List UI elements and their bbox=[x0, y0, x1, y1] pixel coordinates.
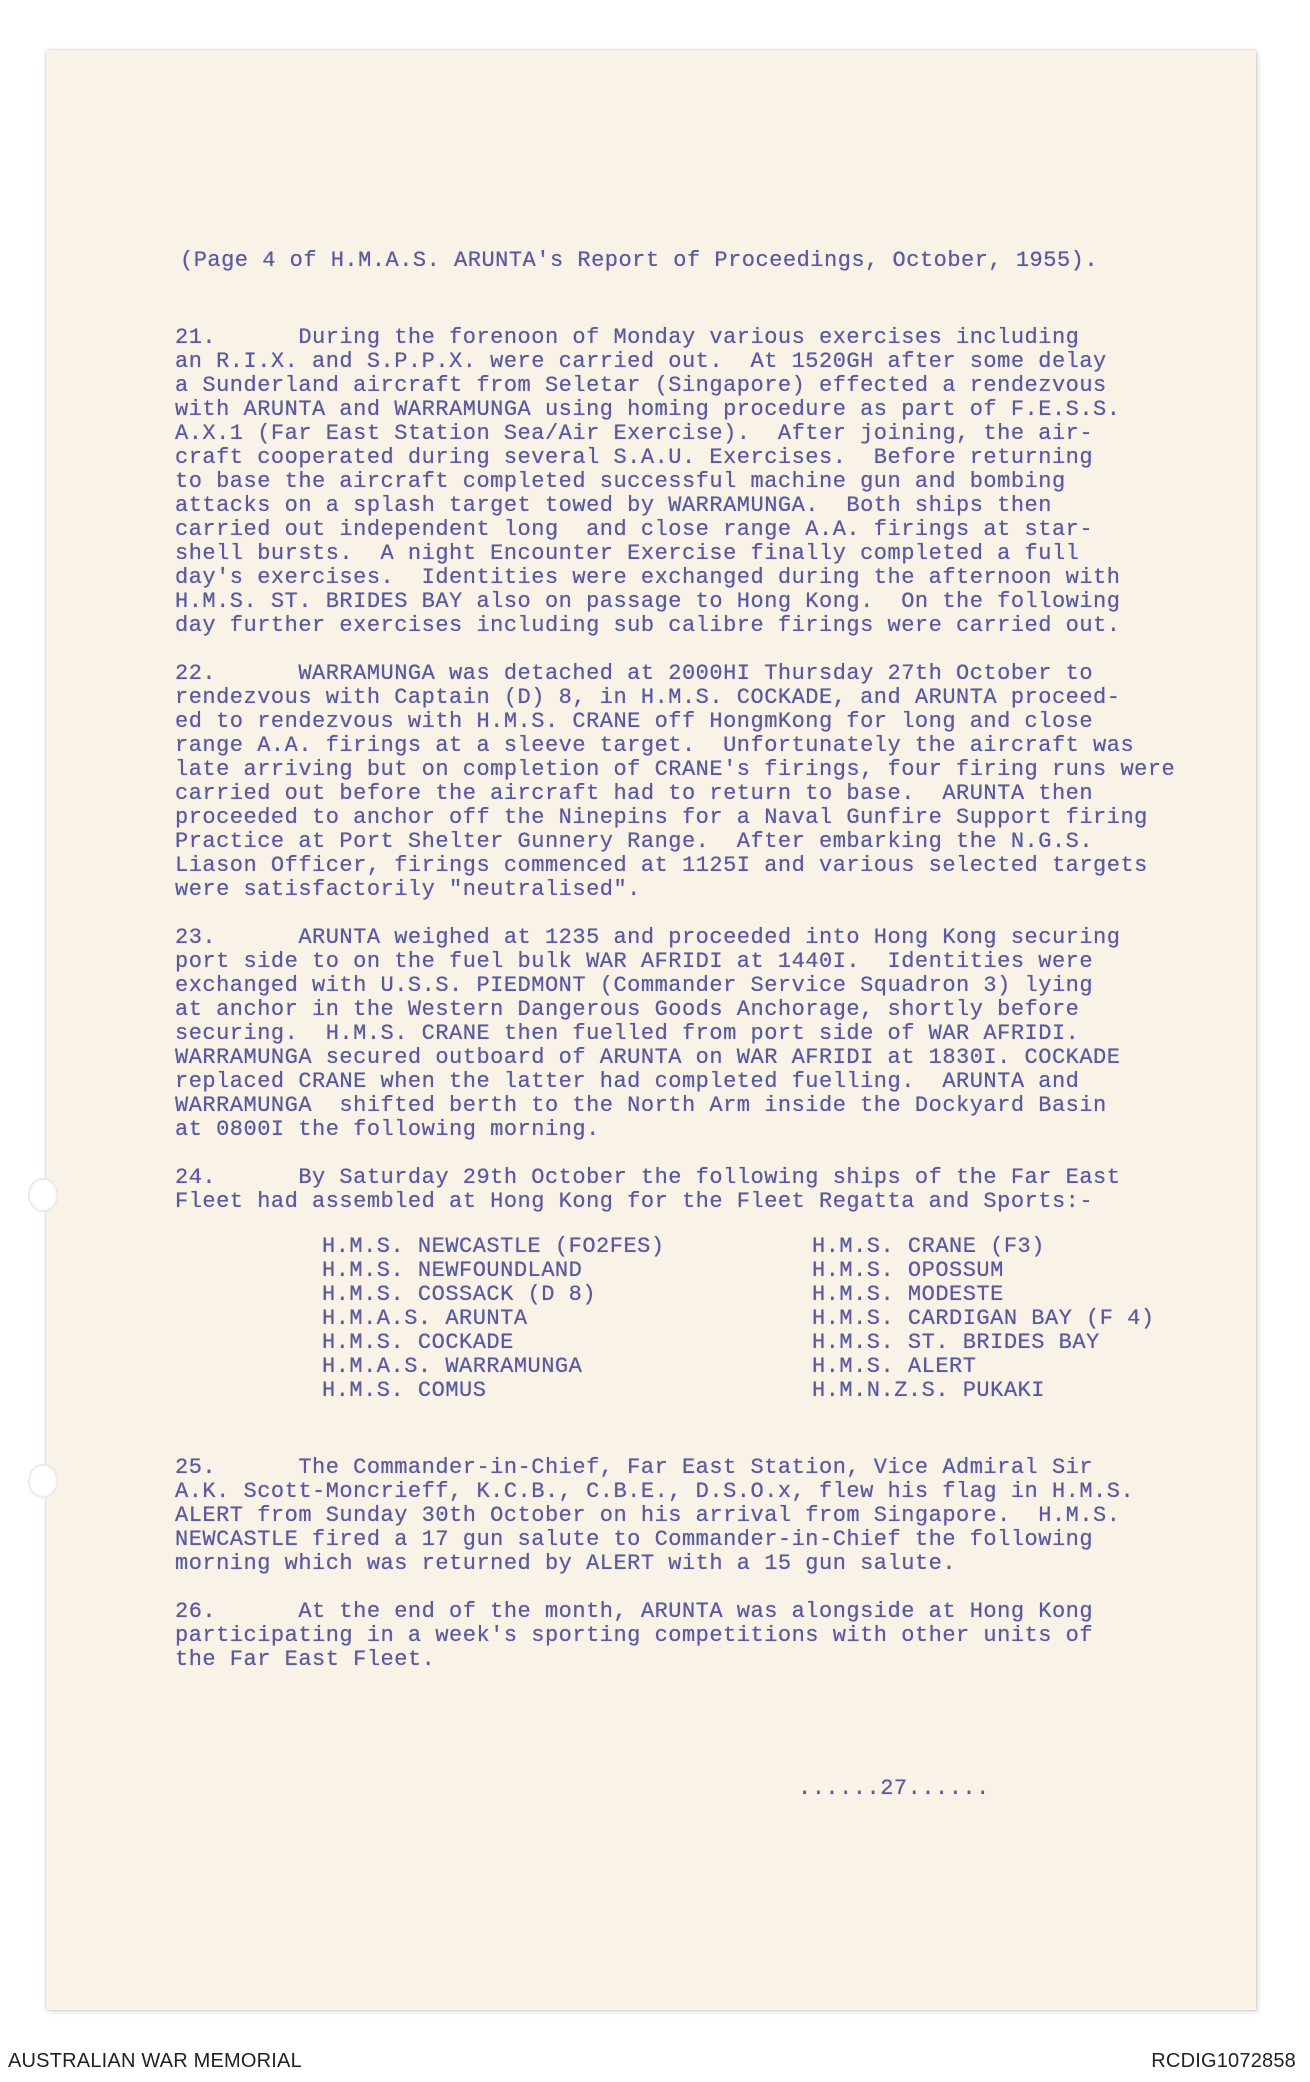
text-line: Liason Officer, firings commenced at 1125I and various selected targets bbox=[175, 853, 1148, 878]
ship-name: H.M.S. CARDIGAN BAY (F 4) bbox=[812, 1306, 1155, 1331]
archive-reference-id: RCDIG1072858 bbox=[1151, 2050, 1296, 2072]
text-line: A.X.1 (Far East Station Sea/Air Exercise). After joining, the air- bbox=[175, 421, 1094, 446]
archive-credit: AUSTRALIAN WAR MEMORIAL bbox=[8, 2050, 302, 2072]
text-line: Practice at Port Shelter Gunnery Range. After embarking the N.G.S. bbox=[175, 829, 1094, 854]
ship-name: H.M.S. COSSACK (D 8) bbox=[322, 1282, 597, 1307]
paragraph-26 bbox=[175, 1600, 1235, 1672]
paragraph-23 bbox=[175, 926, 1235, 1142]
text-line: WARRAMUNGA shifted berth to the North Arm inside the Dockyard Basin bbox=[175, 1093, 1107, 1118]
text-line: shell bursts. A night Encounter Exercise finally completed a full bbox=[175, 541, 1080, 566]
text-line: NEWCASTLE fired a 17 gun salute to Commander-in-Chief the following bbox=[175, 1527, 1094, 1552]
text-line: rendezvous with Captain (D) 8, in H.M.S. COCKADE, and ARUNTA proceed- bbox=[175, 685, 1121, 710]
text-line: attacks on a splash target towed by WARRAMUNGA. Both ships then bbox=[175, 493, 1052, 518]
text-line: range A.A. firings at a sleeve target. Unfortunately the aircraft was bbox=[175, 733, 1135, 758]
text-line: replaced CRANE when the latter had completed fuelling. ARUNTA and bbox=[175, 1069, 1080, 1094]
text-line: with ARUNTA and WARRAMUNGA using homing procedure as part of F.E.S.S. bbox=[175, 397, 1121, 422]
text-line: ed to rendezvous with H.M.S. CRANE off HongmKong for long and close bbox=[175, 709, 1094, 734]
page-continuation-marker: ......27...... bbox=[798, 1776, 990, 1801]
text-line: A.K. Scott-Moncrieff, K.C.B., C.B.E., D.S.O.x, flew his flag in H.M.S. bbox=[175, 1479, 1135, 1504]
ship-name: H.M.S. ST. BRIDES BAY bbox=[812, 1330, 1100, 1355]
paragraph-21 bbox=[175, 326, 1235, 638]
ship-name: H.M.S. NEWCASTLE (FO2FES) bbox=[322, 1234, 665, 1259]
ship-name: H.M.S. COCKADE bbox=[322, 1330, 514, 1355]
text-line: the Far East Fleet. bbox=[175, 1647, 436, 1672]
ship-name: H.M.S. MODESTE bbox=[812, 1282, 1004, 1307]
ship-name: H.M.N.Z.S. PUKAKI bbox=[812, 1378, 1045, 1403]
text-line: craft cooperated during several S.A.U. Exercises. Before returning bbox=[175, 445, 1094, 470]
text-line: 25. The Commander-in-Chief, Far East Station, Vice Admiral Sir bbox=[175, 1455, 1094, 1480]
text-line: a Sunderland aircraft from Seletar (Singapore) effected a rendezvous bbox=[175, 373, 1107, 398]
text-line: proceeded to anchor off the Ninepins for a Naval Gunfire Support firing bbox=[175, 805, 1148, 830]
text-line: at 0800I the following morning. bbox=[175, 1117, 600, 1142]
text-line: securing. H.M.S. CRANE then fuelled from port side of WAR AFRIDI. bbox=[175, 1021, 1080, 1046]
text-line: 26. At the end of the month, ARUNTA was alongside at Hong Kong bbox=[175, 1599, 1094, 1624]
punch-hole bbox=[28, 1464, 58, 1498]
text-line: carried out before the aircraft had to return to base. ARUNTA then bbox=[175, 781, 1094, 806]
ship-name: H.M.S. COMUS bbox=[322, 1378, 487, 1403]
punch-hole bbox=[28, 1178, 58, 1212]
page-header: (Page 4 of H.M.A.S. ARUNTA's Report of Proceedings, October, 1955). bbox=[180, 248, 1099, 273]
text-line: Fleet had assembled at Hong Kong for the Fleet Regatta and Sports:- bbox=[175, 1189, 1094, 1214]
ship-list-left bbox=[322, 1235, 665, 1403]
ship-name: H.M.A.S. WARRAMUNGA bbox=[322, 1354, 583, 1379]
ship-name: H.M.S. OPOSSUM bbox=[812, 1258, 1004, 1283]
ship-name: H.M.S. CRANE (F3) bbox=[812, 1234, 1045, 1259]
text-line: an R.I.X. and S.P.P.X. were carried out. At 1520GH after some delay bbox=[175, 349, 1107, 374]
text-line: 24. By Saturday 29th October the following ships of the Far East bbox=[175, 1165, 1121, 1190]
ship-name: H.M.S. ALERT bbox=[812, 1354, 977, 1379]
paragraph-24 bbox=[175, 1166, 1235, 1214]
text-line: exchanged with U.S.S. PIEDMONT (Commander Service Squadron 3) lying bbox=[175, 973, 1094, 998]
text-line: day further exercises including sub calibre firings were carried out. bbox=[175, 613, 1121, 638]
text-line: day's exercises. Identities were exchanged during the afternoon with bbox=[175, 565, 1121, 590]
ship-name: H.M.A.S. ARUNTA bbox=[322, 1306, 528, 1331]
text-line: ALERT from Sunday 30th October on his arrival from Singapore. H.M.S. bbox=[175, 1503, 1121, 1528]
text-line: to base the aircraft completed successful machine gun and bombing bbox=[175, 469, 1066, 494]
text-line: were satisfactorily "neutralised". bbox=[175, 877, 641, 902]
ship-name: H.M.S. NEWFOUNDLAND bbox=[322, 1258, 583, 1283]
paragraph-22 bbox=[175, 662, 1235, 902]
ship-list-right bbox=[812, 1235, 1155, 1403]
text-line: WARRAMUNGA secured outboard of ARUNTA on WAR AFRIDI at 1830I. COCKADE bbox=[175, 1045, 1121, 1070]
text-line: participating in a week's sporting competitions with other units of bbox=[175, 1623, 1094, 1648]
text-line: late arriving but on completion of CRANE's firings, four firing runs were bbox=[175, 757, 1176, 782]
paragraph-25 bbox=[175, 1456, 1235, 1576]
text-line: morning which was returned by ALERT with a 15 gun salute. bbox=[175, 1551, 957, 1576]
text-line: carried out independent long and close range A.A. firings at star- bbox=[175, 517, 1094, 542]
text-line: 21. During the forenoon of Monday various exercises including bbox=[175, 325, 1080, 350]
text-line: H.M.S. ST. BRIDES BAY also on passage to Hong Kong. On the following bbox=[175, 589, 1121, 614]
text-line: 23. ARUNTA weighed at 1235 and proceeded into Hong Kong securing bbox=[175, 925, 1121, 950]
text-line: 22. WARRAMUNGA was detached at 2000HI Thursday 27th October to bbox=[175, 661, 1094, 686]
text-line: port side to on the fuel bulk WAR AFRIDI at 1440I. Identities were bbox=[175, 949, 1094, 974]
text-line: at anchor in the Western Dangerous Goods Anchorage, shortly before bbox=[175, 997, 1080, 1022]
